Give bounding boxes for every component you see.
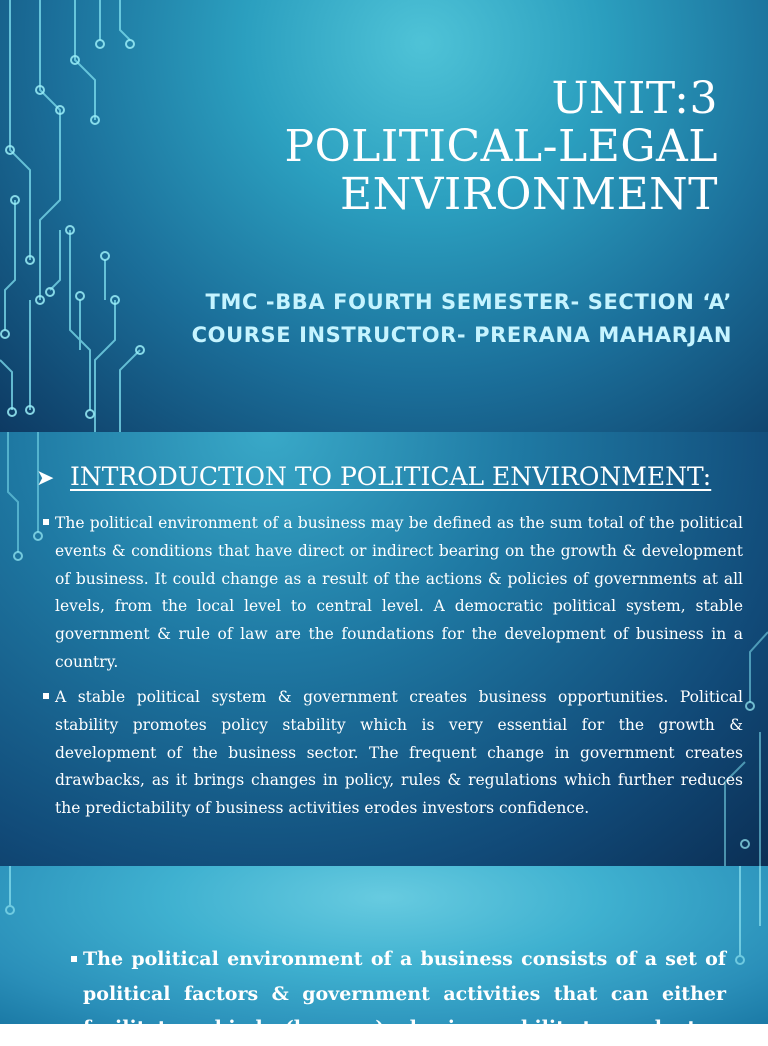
arrowhead-bullet-icon: ➤ [36, 466, 55, 491]
title-line: POLITICAL-LEGAL [284, 121, 718, 172]
paragraph: The political environment of a business consists of a set of political factors & government activities that can either facilitate or hinder(hamper) a business ability to conduct [83, 942, 726, 1046]
subtitle-line: TMC -BBA FOURTH SEMESTER- SECTION ‘A’ [205, 290, 732, 314]
paragraph: The political environment of a business may be defined as the sum total of the political events & conditions that have direct or indirect bearing on the growth & development of business. It could change as a result of the actions & policies of governments at all levels, from the local level to central level. A democratic political system, stable government & rule of law are the foundations for the development of business in a country. [55, 510, 743, 677]
paragraph: A stable political system & government creates business opportunities. Political stability promotes policy stability which is very essential for the growth & development of the business sector. The frequent change in government creates drawbacks, as it brings changes in policy, rules & regulations which further reduces the predictability of business activities erodes investors confidence. [55, 684, 743, 823]
square-bullet-icon [43, 693, 49, 699]
title-line: UNIT:3 [551, 73, 718, 124]
intro-slide [0, 432, 768, 866]
slide-subtitle [92, 286, 732, 352]
slide-title [158, 75, 718, 219]
square-bullet-icon [43, 519, 49, 525]
title-slide [0, 0, 768, 432]
title-line: ENVIRONMENT [340, 169, 718, 220]
square-bullet-icon [71, 956, 77, 962]
content-slide [0, 866, 768, 1039]
subtitle-line: COURSE INSTRUCTOR- PRERANA MAHARJAN [191, 323, 732, 347]
section-heading: ➤ INTRODUCTION TO POLITICAL ENVIRONMENT: [36, 462, 712, 491]
